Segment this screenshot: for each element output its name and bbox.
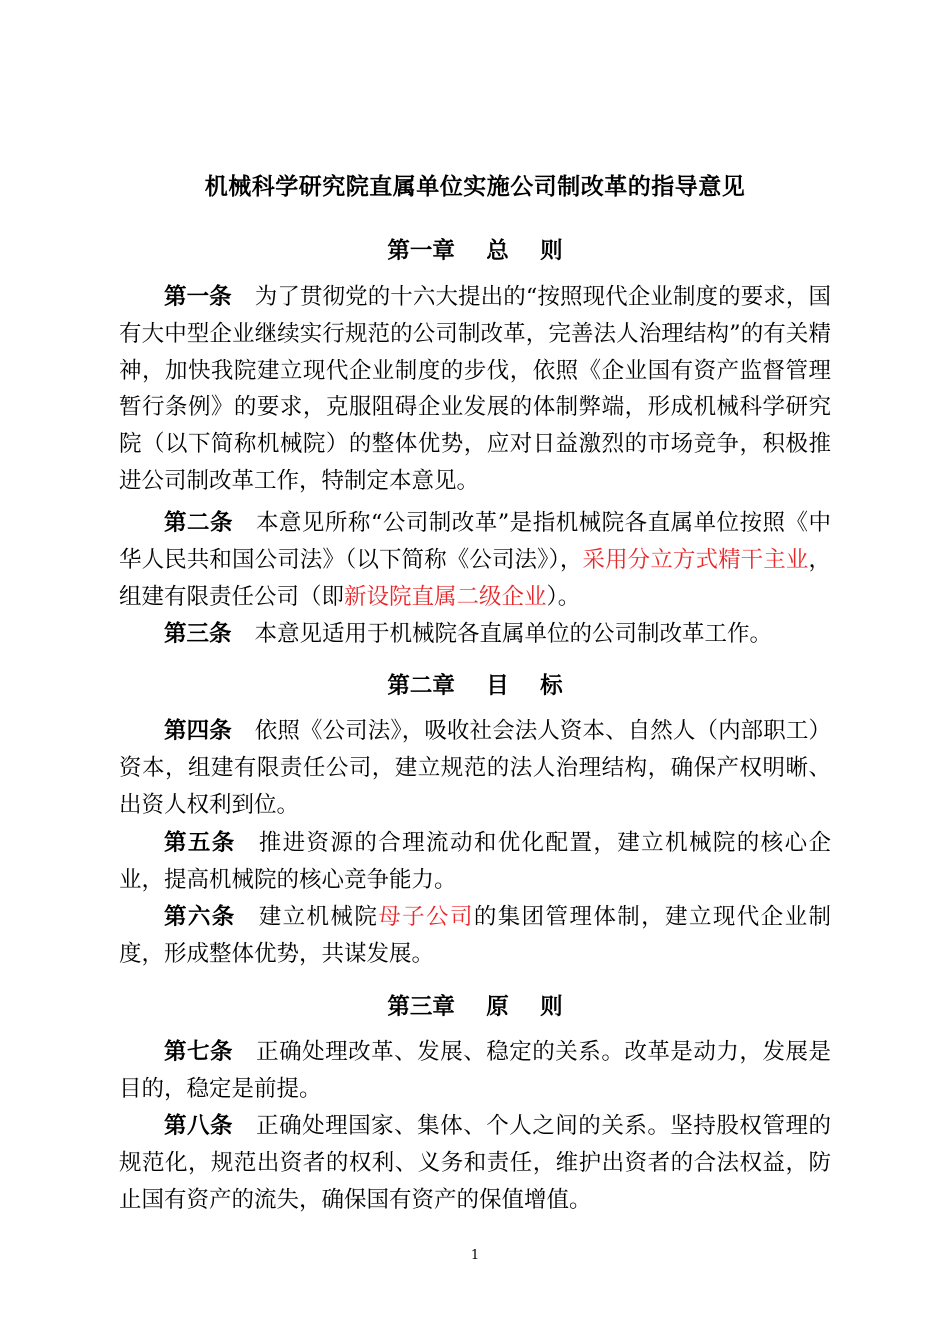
highlighted-text: 采用分立方式精干主业 <box>582 546 809 573</box>
highlighted-text: 新设院直属二级企业 <box>344 583 547 610</box>
article-5 <box>119 825 831 899</box>
article-text: 正确处理国家、集体、个人之间的关系。坚持股权管理的规范化，规范出资者的权利、义务和责任，维护出资者的合法权益，防止国有资产的流失，确保国有资产的保值增值。 <box>119 1113 831 1213</box>
article-4 <box>119 713 831 823</box>
article-text: 正确处理改革、发展、稳定的关系。改革是动力，发展是目的，稳定是前提。 <box>119 1039 831 1102</box>
article-text: 依照《公司法》，吸收社会法人资本、自然人（内部职工）资本，组建有限责任公司，建立规范的法人治理结构，确保产权明晰、出资人权利到位。 <box>119 718 831 818</box>
highlighted-text: 母子公司 <box>378 904 474 930</box>
article-8 <box>119 1108 831 1218</box>
article-label: 第一条 <box>164 284 232 310</box>
article-2 <box>119 505 831 615</box>
article-label: 第八条 <box>164 1113 234 1139</box>
article-text: 为了贯彻党的十六大提出的“按照现代企业制度的要求，国有大中型企业继续实行规范的公司制改革，完善法人治理结构”的有关精神，加快我院建立现代企业制度的步伐，依照《企业国有资产监督管理暂行条例》的要求，克服阻碍企业发展的体制弊端，形成机械科学研究院（以下简称机械院）的整体优势，应对日益激烈的市场竞争，积极推进公司制改革工作，特制定本意见。 <box>119 284 831 494</box>
article-text: 本意见所称“公司制改革”是指机械院各直属单位按照《中华人民共和国公司法》（以下简称《公司法》）， <box>119 510 831 573</box>
chapter-heading-3: 第三章 原 则 <box>387 994 563 1020</box>
article-text: 本意见适用于机械院各直属单位的公司制改革工作。 <box>254 621 773 647</box>
article-6 <box>119 899 831 973</box>
article-text: ，组建有限责任公司（即 <box>119 546 831 610</box>
article-7 <box>119 1034 831 1108</box>
document-title: 机械科学研究院直属单位实施公司制改革的指导意见 <box>204 173 746 200</box>
article-text: ）。 <box>546 583 581 610</box>
chapter-heading-2: 第二章 目 标 <box>387 673 563 699</box>
article-label: 第三条 <box>164 621 232 647</box>
article-label: 第六条 <box>164 904 236 930</box>
page-number: 1 <box>470 1248 480 1263</box>
article-label: 第七条 <box>164 1039 234 1065</box>
chapter-heading-1: 第一章 总 则 <box>387 238 563 264</box>
article-3 <box>119 616 831 653</box>
article-1 <box>119 279 831 500</box>
article-text: 的集团管理体制，建立现代企业制度，形成整体优势，共谋发展。 <box>119 904 831 967</box>
article-label: 第二条 <box>164 510 233 536</box>
article-label: 第五条 <box>164 830 236 856</box>
article-label: 第四条 <box>164 718 232 744</box>
article-text: 推进资源的合理流动和优化配置，建立机械院的核心企业，提高机械院的核心竞争能力。 <box>119 830 831 893</box>
article-text: 建立机械院 <box>258 904 379 930</box>
